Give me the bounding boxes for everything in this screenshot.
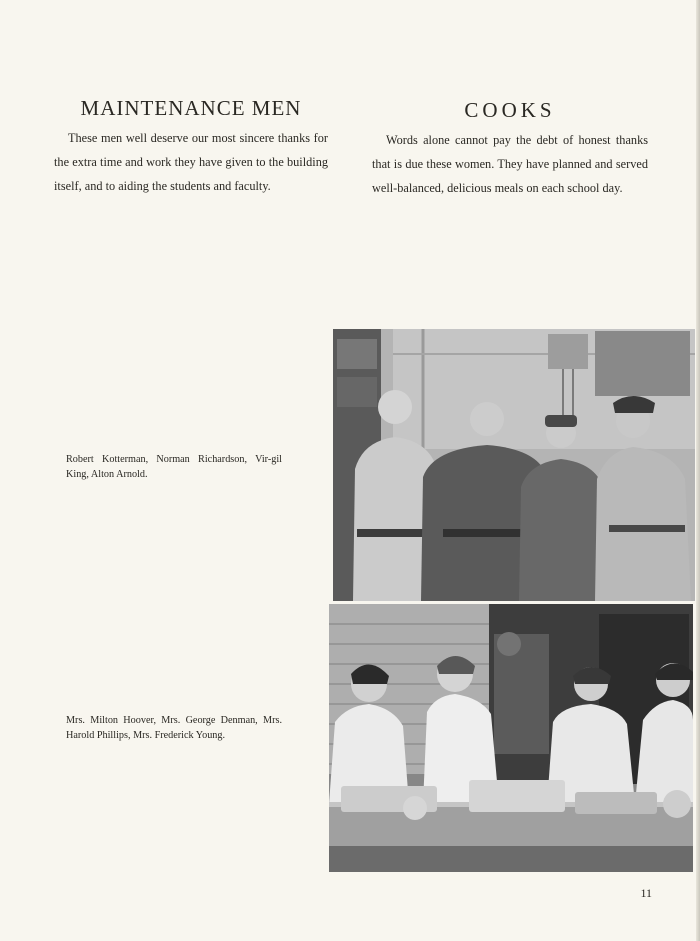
cooks-heading: COOKS xyxy=(464,98,556,122)
maintenance-men-photo xyxy=(333,329,695,601)
scan-edge-shadow xyxy=(696,0,700,941)
maintenance-photo-illustration xyxy=(333,329,695,601)
cooks-photo-illustration xyxy=(329,604,693,872)
maintenance-caption: Robert Kotterman, Norman Richardson, Vir-gil King, Alton Arnold. xyxy=(66,454,282,480)
cooks-caption: Mrs. Milton Hoover, Mrs. George Denman, Mrs. Harold Phillips, Mrs. Frederick Young. xyxy=(66,715,282,741)
maintenance-heading: MAINTENANCE MEN xyxy=(80,96,302,120)
cooks-photo xyxy=(329,604,693,872)
page-number: 11 xyxy=(640,886,652,900)
maintenance-paragraph: These men well deserve our most sincere thanks for the extra time and work they have given to the building itself, and to aiding the students and faculty. xyxy=(54,131,328,193)
cooks-paragraph: Words alone cannot pay the debt of honest thanks that is due these women. They have planned and served well-balanced, delicious meals on each school day. xyxy=(372,133,648,195)
